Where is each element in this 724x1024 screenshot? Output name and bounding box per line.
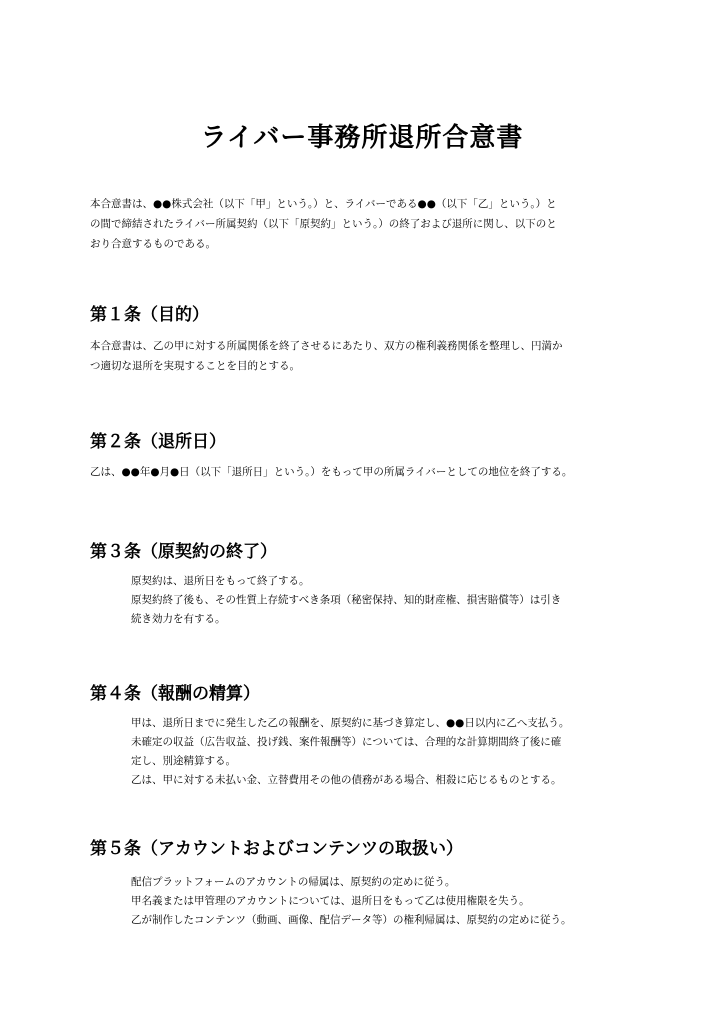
- article-1-line: 本合意書は、乙の甲に対する所属関係を終了させるにあたり、双方の権利義務関係を整理し、円満か: [90, 340, 563, 352]
- clause-item: 続き効力を有する。: [131, 613, 226, 625]
- clause-item: 配信プラットフォームのアカウントの帰属は、原契約の定めに従う。: [131, 876, 456, 888]
- article-2-body: [90, 462, 650, 482]
- intro-line: おり合意するものである。: [90, 238, 216, 250]
- clause-item: 未確定の収益（広告収益、投げ銭、案件報酬等）については、合理的な計算期間終了後に確: [131, 736, 562, 748]
- clause-item: 乙は、甲に対する未払い金、立替費用その他の債務がある場合、相殺に応じるものとする。: [131, 774, 562, 786]
- document-title: ライバー事務所退所合意書: [200, 123, 524, 153]
- intro-line: の間で締結されたライバー所属契約（以下「原契約」という。）の終了および退所に関し、以下のと: [90, 218, 557, 230]
- clause-item: 原契約終了後も、その性質上存続すべき条項（秘密保持、知的財産権、損害賠償等）は引き: [131, 594, 562, 606]
- article-2-heading: 第２条（退所日）: [90, 432, 226, 452]
- clause-item: 乙が制作したコンテンツ（動画、画像、配信データ等）の権利帰属は、原契約の定めに従う。: [131, 914, 572, 926]
- article-3-clauses: [131, 572, 651, 629]
- clause-item: 原契約は、退所日をもって終了する。: [131, 575, 310, 587]
- article-4-clauses: [131, 714, 651, 790]
- article-1-line: つ適切な退所を実現することを目的とする。: [90, 360, 300, 372]
- article-4-heading: 第４条（報酬の精算）: [90, 684, 260, 704]
- clause-item: 甲は、退所日までに発生した乙の報酬を、原契約に基づき算定し、●●日以内に乙へ支払う。: [131, 717, 570, 729]
- article-1-body: [90, 336, 650, 376]
- article-5-clauses: [131, 873, 651, 930]
- article-2-line: 乙は、●●年●月●日（以下「退所日」という。）をもって甲の所属ライバーとしての地位を終了する。: [90, 466, 573, 478]
- clause-item: 定し、別途精算する。: [131, 755, 236, 767]
- article-1-heading: 第１条（目的）: [90, 305, 209, 325]
- article-3-heading: 第３条（原契約の終了）: [90, 542, 277, 562]
- intro-paragraph: [90, 194, 650, 254]
- clause-item: 甲名義または甲管理のアカウントについては、退所日をもって乙は使用権限を失う。: [131, 895, 530, 907]
- intro-line: 本合意書は、●●株式会社（以下「甲」という。）と、ライバーである●●（以下「乙」という。）と: [90, 198, 557, 210]
- article-5-heading: 第５条（アカウントおよびコンテンツの取扱い）: [90, 839, 463, 859]
